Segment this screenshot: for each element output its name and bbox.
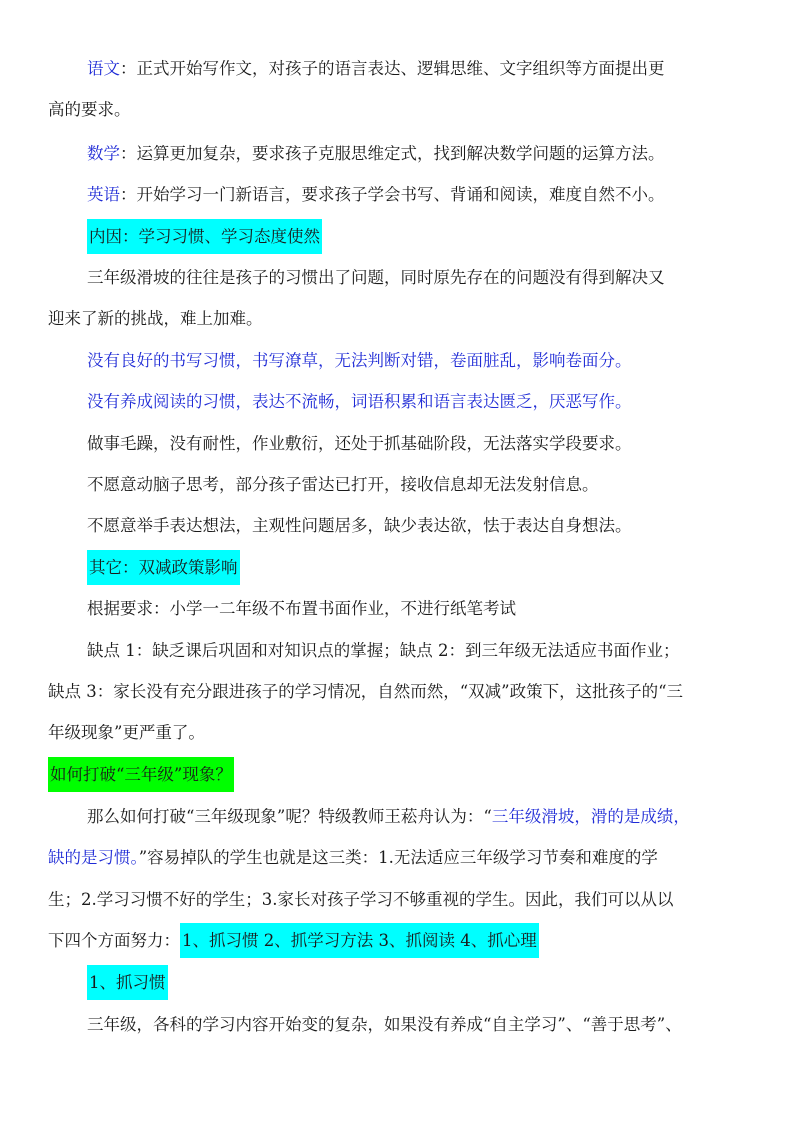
paragraph-last: 三年级，各科的学习内容开始变的复杂，如果没有养成“自主学习”、“善于思考”、 [87,1015,682,1034]
paragraph-no-thinking: 不愿意动脑子思考，部分孩子雷达已打开，接收信息却无法发射信息。 [87,475,599,494]
paragraph-reading-habit: 没有养成阅读的习惯，表达不流畅，词语积累和语言表达匮乏，厌恶写作。 [87,392,632,411]
paragraph-chinese [87,48,746,89]
heading-break-text: 如何打破“三年级”现象？ [48,757,234,792]
heading-break-phenomenon [48,754,746,795]
math-text: ：运算更加复杂，要求孩子克服思维定式，找到解决数学问题的运算方法。 [120,144,665,163]
paragraph-policy: 根据要求：小学一二年级不布置书面作业，不进行纸笔考试 [87,599,516,618]
paragraph-english [87,174,746,215]
subject-label-chinese: 语文 [87,59,120,78]
paragraph-break-2 [48,837,746,878]
quote-text-2: 缺的是习惯。 [48,848,139,867]
paragraph-slide: 三年级滑坡的往往是孩子的习惯出了问题，同时原先存在的问题没有得到解决又 [87,268,665,287]
four-aspects-highlight: 1、抓习惯 2、抓学习方法 3、抓阅读 4、抓心理 [180,923,539,958]
paragraph-chinese-cont: 高的要求。 [48,100,131,119]
english-text: ：开始学习一门新语言，要求孩子学会书写、背诵和阅读，难度自然不小。 [120,185,665,204]
paragraph-impatient: 做事毛躁，没有耐性，作业敷衍，还处于抓基础阶段，无法落实学段要求。 [87,434,632,453]
chinese-text: ：正式开始写作文，对孩子的语言表达、逻辑思维、文字组织等方面提出更 [120,59,665,78]
subject-label-english: 英语 [87,185,120,204]
paragraph-break-3: 生；2.学习习惯不好的学生；3.家长对孩子学习不够重视的学生。因此，我们可以从以 [48,890,674,909]
paragraph-break-4 [48,920,746,961]
subject-label-math: 数学 [87,144,120,163]
heading-internal-text: 内因：学习习惯、学习态度使然 [87,219,322,254]
paragraph-math [87,133,746,174]
paragraph-flaws-end: 年级现象”更严重了。 [48,723,205,742]
paragraph-flaws-cont: 缺点 3：家长没有充分跟进孩子的学习情况，自然而然，“双减”政策下，这批孩子的“三 [48,682,684,701]
break-text-4a: 下四个方面努力： [48,931,180,950]
break-text-1a: 那么如何打破“三年级现象”呢？特级教师王菘舟认为：“ [87,807,492,826]
heading-section-habit [87,962,746,1003]
paragraph-no-hands: 不愿意举手表达想法，主观性问题居多，缺少表达欲，怯于表达自身想法。 [87,516,632,535]
heading-other-text: 其它：双减政策影响 [87,550,240,585]
break-text-2b: ”容易掉队的学生也就是这三类：1.无法适应三年级学习节奏和难度的学 [138,848,658,867]
paragraph-slide-cont: 迎来了新的挑战，难上加难。 [48,309,263,328]
paragraph-break-1 [87,796,746,837]
quote-text-1: 三年级滑坡，滑的是成绩， [491,807,690,826]
paragraph-writing-habit: 没有良好的书写习惯，书写潦草，无法判断对错，卷面脏乱，影响卷面分。 [87,351,632,370]
heading-internal-cause [87,216,746,257]
paragraph-flaws: 缺点 1：缺乏课后巩固和对知识点的掌握；缺点 2：到三年级无法适应书面作业； [87,641,680,660]
heading-other-cause [87,547,746,588]
heading-section-habit-text: 1、抓习惯 [87,965,168,1000]
